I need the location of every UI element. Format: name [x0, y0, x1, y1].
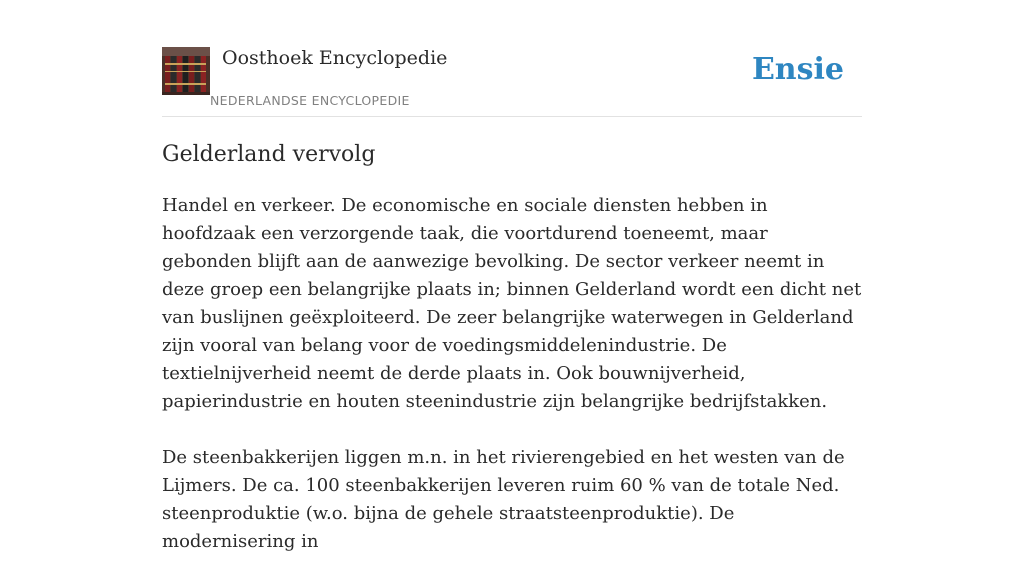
site-header [162, 46, 862, 117]
article-body [162, 192, 862, 584]
page-title: Gelderland vervolg [162, 142, 376, 167]
article-paragraph: Handel en verkeer. De economische en sociale diensten hebben in hoofdzaak een verzorgende taak, die voortdurend toeneemt, maar gebonden blijft aan de aanwezige bevolking. De sector verkeer neemt in deze groep een belangrijke plaats in; binnen Gelderland wordt een dicht net van buslijnen geëxploiteerd. De zeer belangrijke waterwegen in Gelderland zijn vooral van belang voor de voedingsmiddelenindustrie. De textielnijverheid neemt de derde plaats in. Ook bouwnijverheid, papierindustrie en houten steenindustrie zijn belangrijke bedrijfstakken. [162, 195, 862, 412]
article-paragraph: De steenbakkerijen liggen m.n. in het rivierengebied en het westen van de Lijmers. De ca. 100 steenbakkerijen leveren ruim 60 % van de totale Ned. steenproduktie (w.o. bijna de gehele straatsteenproduktie). De modernisering in [162, 447, 845, 552]
site-subtitle: NEDERLANDSE ENCYCLOPEDIE [210, 93, 410, 108]
site-title[interactable]: Oosthoek Encyclopedie [222, 47, 448, 69]
bookshelf-icon [162, 47, 210, 95]
ensie-logo-link[interactable]: Ensie [751, 52, 844, 87]
encyclopedia-avatar[interactable] [162, 47, 210, 95]
